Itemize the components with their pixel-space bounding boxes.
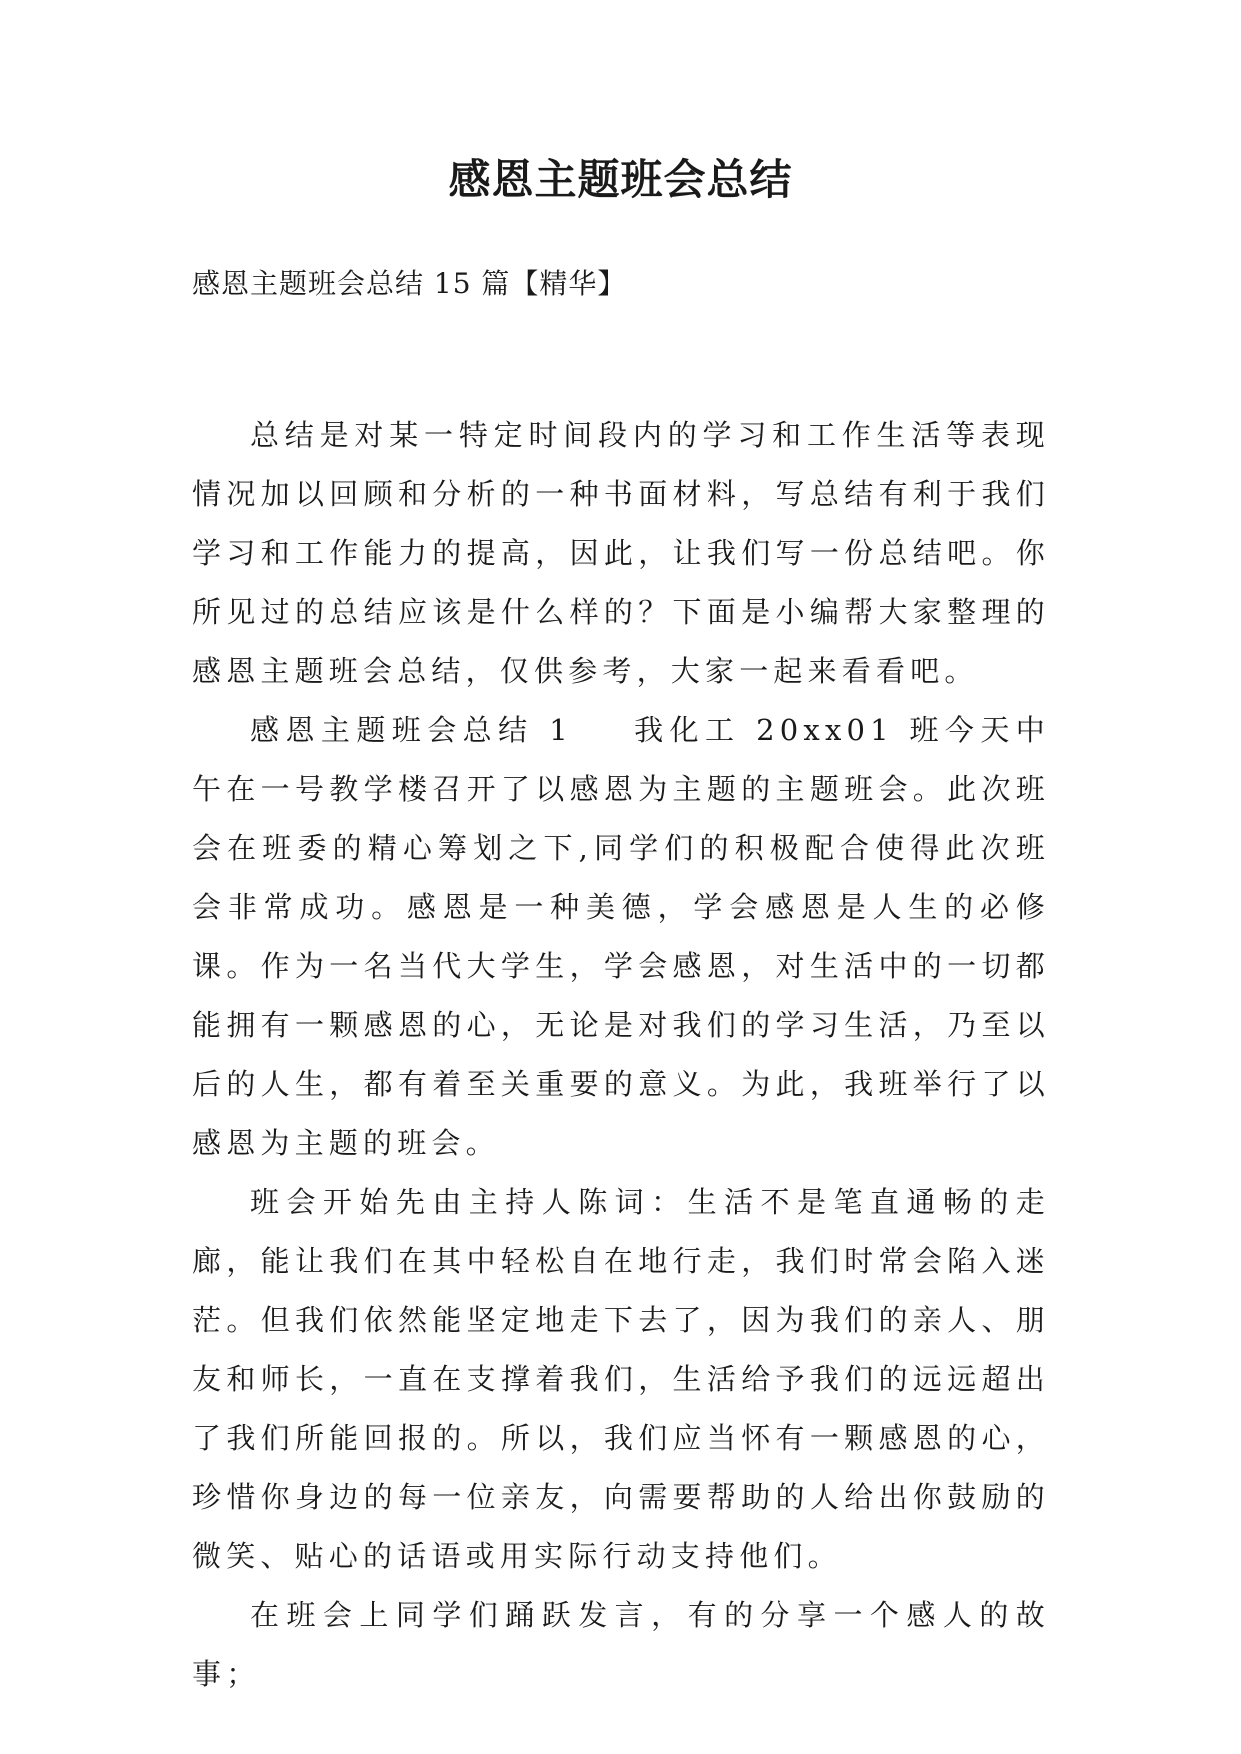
- document-subtitle: 感恩主题班会总结 15 篇【精华】: [192, 267, 627, 300]
- summary-1-heading: 感恩主题班会总结 1: [250, 713, 573, 747]
- document-body: [192, 406, 1050, 1704]
- paragraph-host-speech: 班会开始先由主持人陈词：生活不是笔直通畅的走廊，能让我们在其中轻松自在地行走，我们时常会陷入迷茫。但我们依然能坚定地走下去了，因为我们的亲人、朋友和师长，一直在支撑着我们，生活给予我们的远远超出了我们所能回报的。所以，我们应当怀有一颗感恩的心，珍惜你身边的每一位亲友，向需要帮助的人给出你鼓励的微笑、贴心的话语或用实际行动支持他们。: [192, 1185, 1050, 1573]
- document-title: 感恩主题班会总结: [448, 155, 793, 204]
- paragraph-student-speeches: 在班会上同学们踊跃发言，有的分享一个感人的故事；: [192, 1598, 1050, 1691]
- paragraph-summary-1: [192, 701, 1050, 1173]
- paragraph-intro: 总结是对某一特定时间段内的学习和工作生活等表现情况加以回顾和分析的一种书面材料，写总结有利于我们学习和工作能力的提高，因此，让我们写一份总结吧。你所见过的总结应该是什么样的？下面是小编帮大家整理的感恩主题班会总结，仅供参考，大家一起来看看吧。: [192, 418, 1050, 688]
- summary-1-text: 我化工 20xx01 班今天中午在一号教学楼召开了以感恩为主题的主题班会。此次班会在班委的精心筹划之下,同学们的积极配合使得此次班会非常成功。感恩是一种美德，学会感恩是人生的必修课。作为一名当代大学生，学会感恩，对生活中的一切都能拥有一颗感恩的心，无论是对我们的学习生活，乃至以后的人生，都有着至关重要的意义。为此，我班举行了以感恩为主题的班会。: [192, 713, 1050, 1160]
